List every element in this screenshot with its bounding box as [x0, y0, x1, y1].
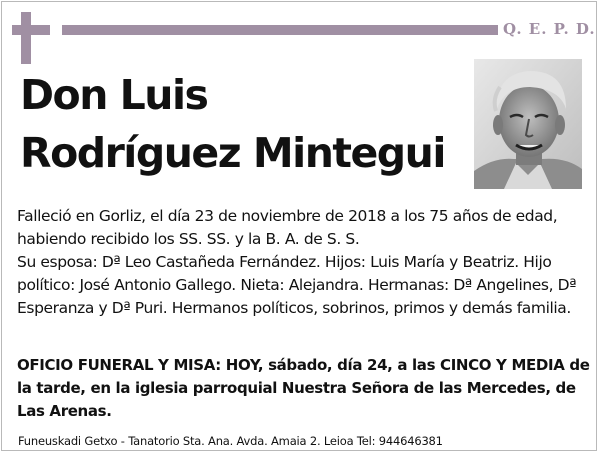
cross-vertical-bar: [21, 12, 31, 64]
cross-horizontal-bar: [12, 25, 50, 35]
death-notice-text: Falleció en Gorliz, el día 23 de noviembre de 2018 a los 75 años de edad, habiendo recibido los SS. SS. y la B. A. de S. S.: [17, 207, 558, 248]
portrait-image: [474, 59, 582, 189]
header-rule: [62, 25, 498, 35]
portrait-photo: [474, 59, 582, 189]
name-line-1: Don Luis: [20, 71, 208, 119]
obituary-body: [17, 205, 589, 320]
obituary-card: [1, 1, 597, 451]
deceased-name: [20, 66, 445, 182]
name-line-2: Rodríguez Mintegui: [20, 129, 445, 177]
qepd-label: Q. E. P. D.: [503, 20, 596, 38]
funeral-details: OFICIO FUNERAL Y MISA: HOY, sábado, día 24, a las CINCO Y MEDIA de la tarde, en la iglesia parroquial Nuestra Señora de las Mercedes, de Las Arenas.: [17, 356, 590, 420]
family-text: Su esposa: Dª Leo Castañeda Fernández. Hijos: Luis María y Beatriz. Hijo político: José Antonio Gallego. Nieta: Alejandra. Hermanas: Dª Angelines, Dª Esperanza y Dª Puri. Hermanos políticos, sobrinos, primos y demás familia.: [17, 253, 577, 317]
funeral-home-footer: Funeuskadi Getxo - Tanatorio Sta. Ana. Avda. Amaia 2. Leioa Tel: 944646381: [18, 434, 443, 448]
